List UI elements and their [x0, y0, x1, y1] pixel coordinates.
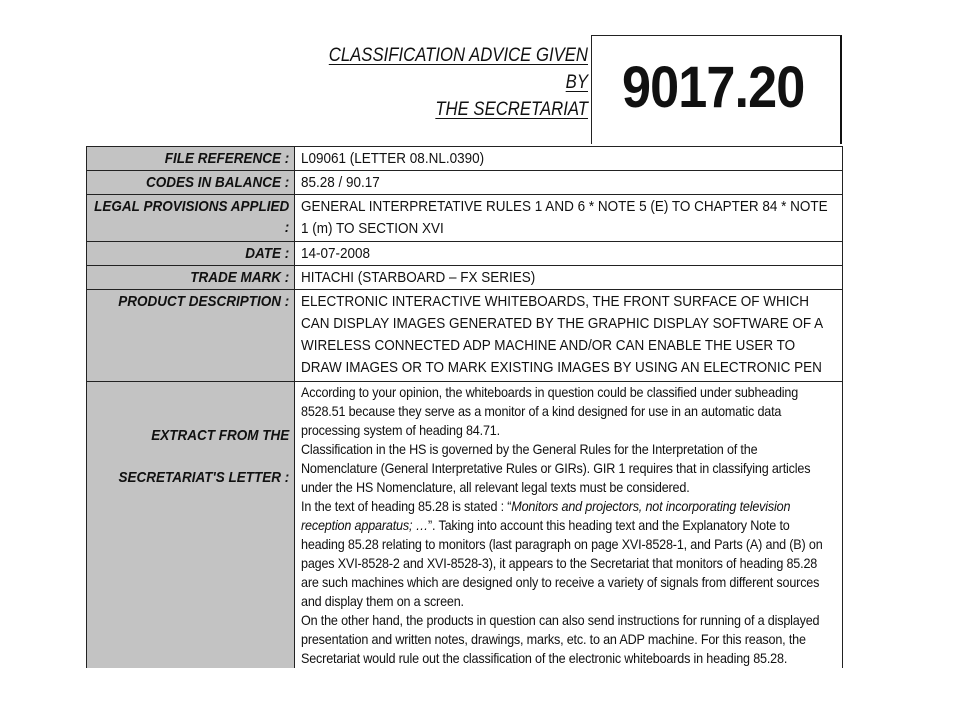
trade-mark-label: TRADE MARK :	[190, 269, 289, 286]
extract-paragraph-2: Classification in the HS is governed by the General Rules for the Interpretation of the Nomenclature (General Interpretative Rules or GIRs). GIR 1 requires that in classifying articles under the HS Nomenclature, all relevant legal texts must be considered.	[301, 441, 811, 495]
row-codes-in-balance	[87, 171, 843, 195]
extract-label-line-1: EXTRACT FROM THE	[151, 427, 289, 444]
classification-code: 9017.20	[622, 55, 805, 120]
extract-paragraph-3	[301, 497, 836, 611]
title-line-1: CLASSIFICATION ADVICE GIVEN BY	[328, 45, 588, 93]
row-file-reference	[87, 147, 843, 171]
title-line-2: THE SECRETARIAT	[435, 99, 588, 120]
row-secretariat-extract	[87, 382, 843, 669]
document-title	[324, 42, 588, 123]
legal-provisions-label: LEGAL PROVISIONS APPLIED :	[93, 198, 289, 236]
file-reference-value: L09061 (LETTER 08.NL.0390)	[301, 150, 485, 167]
secretariat-letter-extract	[301, 383, 836, 668]
product-description-label: PRODUCT DESCRIPTION :	[117, 293, 290, 310]
codes-in-balance-value: 85.28 / 90.17	[301, 174, 380, 191]
extract-paragraph-3-end: ”. Taking into account this heading text and the Explanatory Note to heading 85.28 relating to monitors (last paragraph on page XVI-8528-1, and Parts (A) and (B) on pages XVI-8528-2 and XVI-8528-3), it appears to the Secretariat that monitors of heading 85.28 are such machines which are designed only to receive a variety of signals from different sources and display them on a screen.	[301, 517, 823, 609]
date-value: 14-07-2008	[301, 245, 371, 262]
trade-mark-value: HITACHI (STARBOARD – FX SERIES)	[301, 269, 536, 286]
classification-code-box	[591, 35, 842, 144]
row-trade-mark	[87, 266, 843, 290]
product-description-value: ELECTRONIC INTERACTIVE WHITEBOARDS, THE FRONT SURFACE OF WHICH CAN DISPLAY IMAGES GENERATED BY THE GRAPHIC DISPLAY SOFTWARE OF A WIRELESS CONNECTED ADP MACHINE AND/OR CAN ENABLE THE USER TO DRAW IMAGES OR TO MARK EXISTING IMAGES BY USING AN ELECTRONIC PEN	[301, 293, 823, 376]
codes-in-balance-label: CODES IN BALANCE :	[145, 174, 289, 191]
extract-paragraph-3-quote: Monitors and projectors, not incorporating television reception apparatus; …	[301, 498, 791, 533]
row-product-description	[87, 290, 843, 382]
extract-paragraph-3-start: In the text of heading 85.28 is stated : “	[301, 498, 512, 514]
row-legal-provisions	[87, 195, 843, 242]
extract-label-line-2: SECRETARIAT'S LETTER :	[118, 469, 289, 486]
file-reference-label: FILE REFERENCE :	[164, 150, 289, 167]
legal-provisions-value: GENERAL INTERPRETATIVE RULES 1 AND 6 * NOTE 5 (E) TO CHAPTER 84 * NOTE 1 (m) TO SECTION XVI	[301, 198, 828, 237]
extract-paragraph-4: On the other hand, the products in question can also send instructions for running of a displayed presentation and written notes, drawings, marks, etc. to an ADP machine. For this reason, the Secretariat would rule out the classification of the electronic whiteboards in heading 85.28.	[301, 612, 820, 666]
classification-table	[86, 146, 843, 668]
date-label: DATE :	[244, 245, 289, 262]
row-date	[87, 242, 843, 266]
extract-paragraph-1: According to your opinion, the whiteboards in question could be classified under subheading 8528.51 because they serve as a monitor of a kind designed for use in an automatic data processing system of heading 84.71.	[301, 384, 799, 438]
